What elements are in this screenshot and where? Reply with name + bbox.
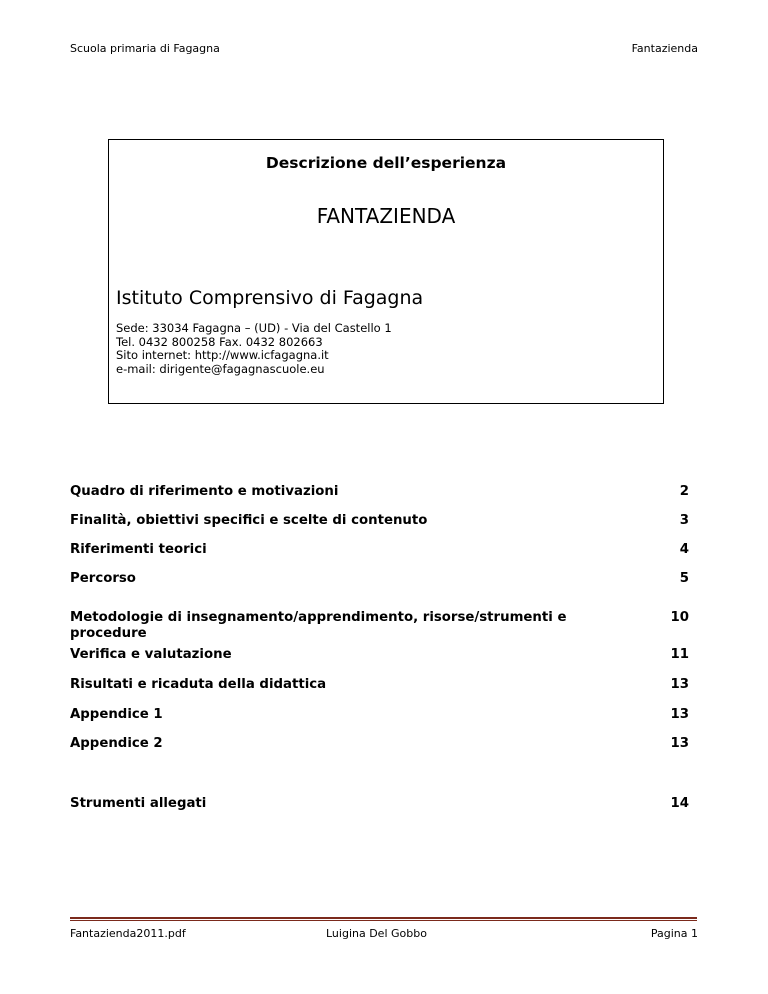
toc-entry-page: 3 — [679, 513, 689, 528]
toc-entry-page: 14 — [670, 796, 689, 811]
toc-entry-page: 13 — [670, 736, 689, 751]
toc-entry-title: Verifica e valutazione — [70, 647, 232, 662]
footer-filename: Fantazienda2011.pdf — [70, 927, 186, 940]
toc-entry-title: Appendice 2 — [70, 736, 163, 751]
footer-rule — [70, 917, 697, 919]
title-box — [108, 139, 664, 404]
footer-rule-thin — [70, 920, 697, 921]
toc-entry-title: Risultati e ricaduta della didattica — [70, 677, 327, 692]
toc-entry-page: 13 — [670, 677, 689, 692]
contact-block — [116, 322, 392, 376]
header-school: Scuola primaria di Fagagna — [70, 42, 220, 55]
email-line: e-mail: dirigente@fagagnascuole.eu — [116, 361, 325, 376]
toc-entry-page: 2 — [679, 484, 689, 499]
experience-heading: Descrizione dell’esperienza — [265, 154, 507, 172]
toc-entry-page: 13 — [670, 707, 689, 722]
toc-entry-page: 11 — [670, 647, 689, 662]
toc-entry-page: 4 — [679, 542, 689, 557]
toc-entry-title: Quadro di riferimento e motivazioni — [70, 484, 339, 499]
toc-entry-title: Riferimenti teorici — [70, 542, 207, 557]
toc-entry-page: 5 — [679, 571, 689, 586]
website-line: Sito internet: http://www.icfagagna.it — [116, 348, 329, 362]
project-name: FANTAZIENDA — [316, 204, 456, 228]
toc-entry-title: Finalità, obiettivi specifici e scelte di contenuto — [70, 513, 428, 528]
footer-author: Luigina Del Gobbo — [326, 927, 427, 940]
institute-name: Istituto Comprensivo di Fagagna — [116, 287, 424, 309]
toc-entry-title: Percorso — [70, 571, 136, 586]
toc-entry-title: Strumenti allegati — [70, 796, 207, 811]
toc-entry-title: Appendice 1 — [70, 707, 163, 722]
toc-entry-page: 10 — [670, 610, 689, 625]
phone-line: Tel. 0432 800258 Fax. 0432 802663 — [116, 334, 323, 349]
address-line: Sede: 33034 Fagagna – (UD) - Via del Castello 1 — [116, 321, 392, 335]
header-title: Fantazienda — [631, 42, 698, 55]
footer-page-number: Pagina 1 — [650, 927, 698, 940]
toc-entry-title: Metodologie di insegnamento/apprendimento, risorse/strumenti e procedure — [70, 610, 567, 641]
